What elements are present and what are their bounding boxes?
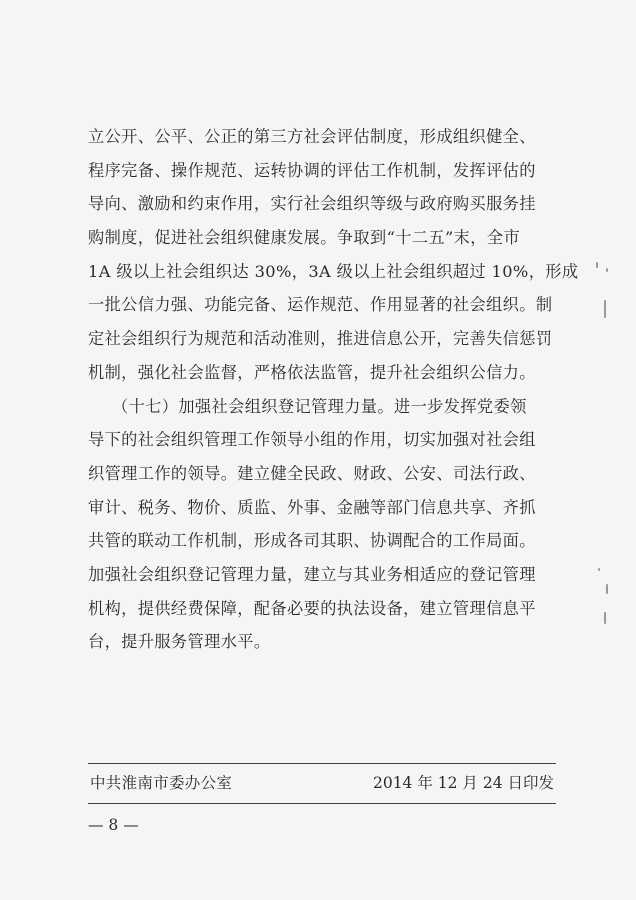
- text-line: 立公开、公平、公正的第三方社会评估制度，形成组织健全、: [88, 127, 536, 146]
- text-line: 定社会组织行为规范和活动准则，推进信息公开，完善失信惩罚: [88, 329, 553, 349]
- page-number: — 8 —: [88, 816, 139, 834]
- text-line: 织管理工作的领导。建立健全民政、财政、公安、司法行政、: [88, 463, 536, 483]
- text-line: 加强社会组织登记管理力量，建立与其业务相适应的登记管理: [88, 564, 536, 584]
- text-line: 台，提升服务管理水平。: [88, 632, 271, 652]
- footer-divider-bottom: [88, 803, 556, 804]
- text-line: （十七）加强社会组织登记管理力量。进一步发挥党委领: [112, 396, 527, 416]
- scan-speck: [606, 584, 608, 594]
- text-line: 程序完备、操作规范、运转协调的评估工作机制，发挥评估的: [88, 160, 536, 180]
- scan-speck: [598, 568, 600, 571]
- issue-date: 2014 年 12 月 24 日印发: [372, 774, 554, 792]
- scan-speck: [606, 268, 608, 272]
- text-line: 购制度，促进社会组织健康发展。争取到“十二五”末，全市: [88, 228, 521, 248]
- scan-speck: [604, 300, 606, 318]
- body-text: [88, 120, 579, 659]
- text-line: 导向、激励和约束作用，实行社会组织等级与政府购买服务挂: [88, 194, 536, 214]
- text-line: 导下的社会组织管理工作领导小组的作用，切实加强对社会组: [88, 430, 536, 450]
- scan-speck: [604, 612, 606, 624]
- text-line: 共管的联动工作机制，形成各司其职、协调配合的工作局面。: [88, 531, 536, 551]
- issuer-name: 中共淮南市委办公室: [90, 774, 233, 792]
- text-line: 1A 级以上社会组织达 30%，3A 级以上社会组织超过 10%，形成: [88, 261, 579, 281]
- footer-divider-top: [88, 763, 556, 764]
- text-line: 机制，强化社会监督，严格依法监管，提升社会组织公信力。: [88, 362, 536, 382]
- text-line: 机构，提供经费保障，配备必要的执法设备，建立管理信息平: [88, 598, 536, 618]
- text-line: 一批公信力强、功能完备、运作规范、作用显著的社会组织。制: [88, 295, 553, 315]
- scan-speck: [596, 262, 598, 268]
- text-line: 审计、税务、物价、质监、外事、金融等部门信息共享、齐抓: [88, 497, 536, 517]
